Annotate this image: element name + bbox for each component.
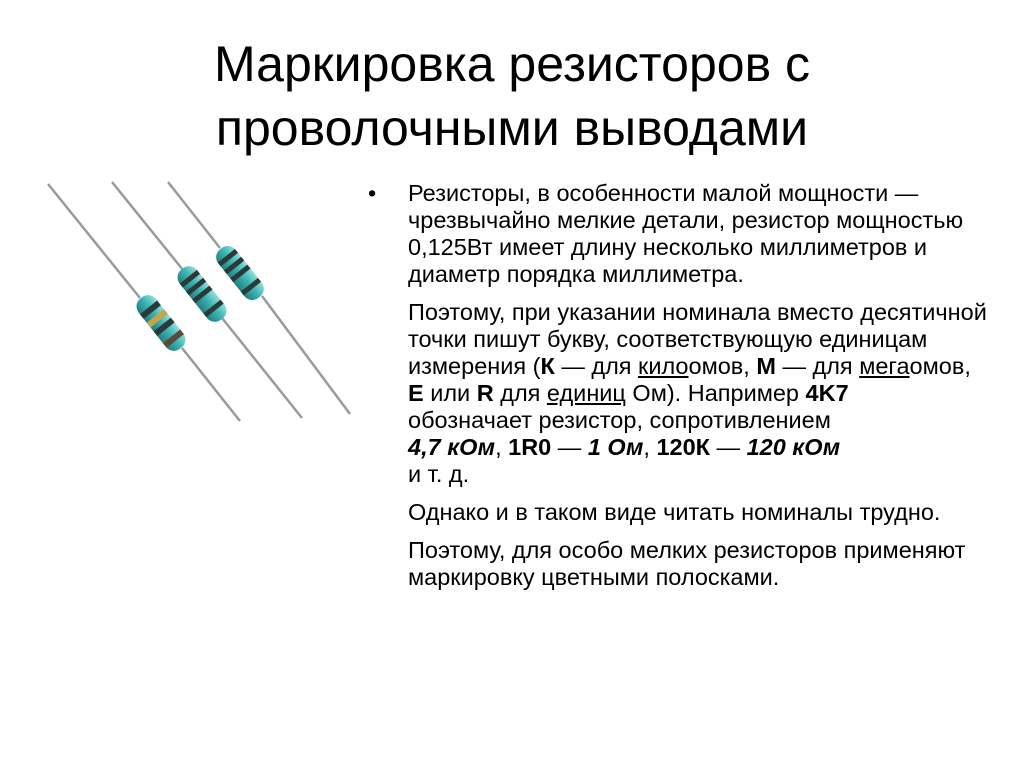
slide-content [368, 180, 988, 602]
p2-text: , [643, 434, 657, 460]
p2-letter-m: М [756, 353, 776, 379]
slide-title [40, 32, 984, 160]
title-line-1: Маркировка резисторов с [213, 36, 811, 92]
p2-example-value-3: 120 кОм [746, 434, 841, 460]
p2-letter-k: К [540, 353, 555, 379]
p2-text: Ом). Например [625, 380, 806, 406]
p2-underlined-kilo: кило [638, 353, 689, 379]
p2-text: Поэтому, при указании номинала вместо десятичной точки пишут букву, соответствующую единицам измерения ( [408, 299, 987, 379]
p2-text: , [495, 434, 509, 460]
p2-text: омов, [909, 353, 971, 379]
p2-text: или [423, 380, 477, 406]
p2-text: — [551, 434, 588, 460]
paragraph-3: Однако и в таком виде читать номиналы трудно. [408, 499, 941, 525]
p2-text: — для [554, 353, 639, 379]
p2-text: и т. д. [408, 461, 470, 487]
p2-example-value-1: 4,7 кОм [408, 434, 496, 460]
bullet-icon: • [368, 180, 377, 206]
p2-letter-r: R [476, 380, 494, 406]
p2-letter-e: Е [408, 380, 424, 406]
p2-underlined-mega: мега [859, 353, 910, 379]
bullet-item [368, 180, 988, 591]
p2-text: для [493, 380, 547, 406]
p2-example-code-3: 120К [656, 434, 710, 460]
p2-example-value-2: 1 Ом [587, 434, 644, 460]
p2-text: — для [775, 353, 860, 379]
p2-underlined-units: единиц [546, 380, 626, 406]
title-line-2: проволочными выводами [215, 100, 809, 156]
p2-example-code-2: 1R0 [508, 434, 552, 460]
resistors-photo [40, 178, 355, 423]
p2-text: омов, [688, 353, 757, 379]
paragraph-1: Резисторы, в особенности малой мощности — чрезвычайно мелкие детали, резистор мощностью 0,125Вт имеет длину несколько миллиметров и диаметр порядка миллиметра. [408, 180, 964, 287]
p2-text: обозначает резистор, сопротивлением [408, 407, 831, 433]
p2-example-code-1: 4K7 [805, 380, 849, 406]
paragraph-2 [408, 299, 988, 488]
paragraph-4: Поэтому, для особо мелких резисторов применяют маркировку цветными полосками. [408, 537, 966, 590]
p2-text: — [710, 434, 747, 460]
